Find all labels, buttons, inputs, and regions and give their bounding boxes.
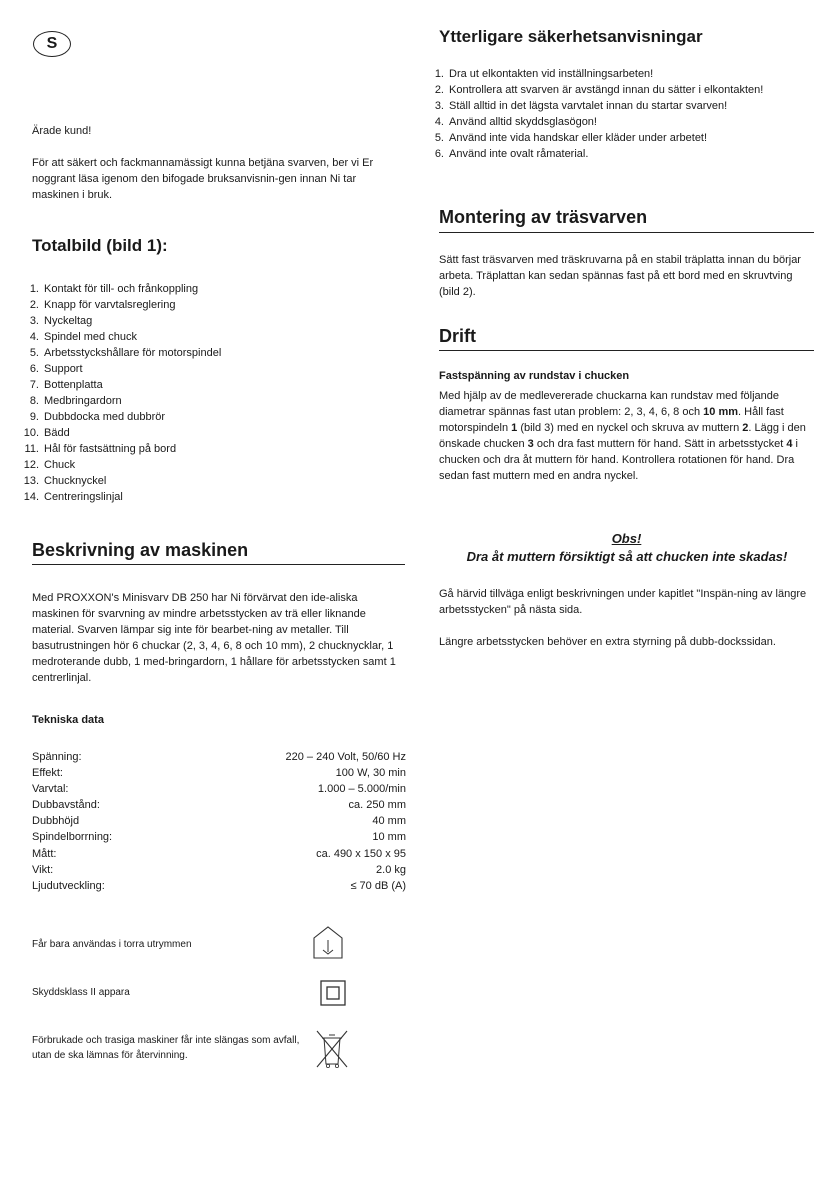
table-row: Vikt: 2.0 kg <box>32 863 406 876</box>
greeting: Ärade kund! <box>32 125 92 137</box>
tech-title: Tekniska data <box>32 714 104 726</box>
operation-header <box>439 326 814 351</box>
procedure-paragraph: Gå härvid tillväga enligt beskrivningen under kapitlet "Inspän-ning av längre arbetsstycken" på nästa sida. <box>439 588 807 616</box>
list-item: 6. Support <box>29 363 83 375</box>
obs-warning: Dra åt muttern försiktigt så att chucken inte skadas! <box>466 549 788 564</box>
list-item: 12. Chuck <box>23 459 76 471</box>
description-header <box>32 540 405 565</box>
clamping-paragraph: Med hjälp av de medlevererade chuckarna kan rundstav med följande diametrar spännas fast utan problem: 2, 3, 4, 6, 8 och 10 mm. Håll fast motorspindeln 1 (bild 3) med en nyckel och skruva av muttern 2. Lägg i den önskade chucken 3 och dra fast muttern för hand. Sätt in arbetsstycket 4 i chucken och dra åt muttern för hand. Kontrollera rotationen för hand. Dra sedan fast muttern med en andra nyckel. <box>439 390 806 482</box>
mounting-header <box>439 207 814 233</box>
table-row: Varvtal: 1.000 – 5.000/min <box>32 783 406 796</box>
list-item: 2. Knapp för varvtalsreglering <box>29 299 176 311</box>
list-item: 13. Chucknyckel <box>23 475 107 487</box>
dry-rooms-note: Får bara användas i torra utrymmen <box>32 939 192 950</box>
indoor-house-icon <box>308 924 348 960</box>
list-item: 8. Medbringardorn <box>29 395 122 407</box>
list-item: 5. Arbetsstyckshållare för motorspindel <box>29 347 222 359</box>
mounting-title: Montering av träsvarven <box>439 207 648 227</box>
language-code: S <box>46 35 58 52</box>
table-row: Dubbhöjd 40 mm <box>32 815 406 828</box>
longer-workpieces-paragraph: Längre arbetsstycken behöver en extra styrning på dubb-dockssidan. <box>439 636 776 648</box>
list-item: 2. Kontrollera att svarven är avstängd innan du sätter i elkontakten! <box>434 84 764 96</box>
overview-list <box>19 281 319 505</box>
table-row: Effekt: 100 W, 30 min <box>32 767 406 780</box>
obs-label: Obs! <box>611 531 642 546</box>
mounting-paragraph: Sätt fast träsvarven med träskruvarna på en stabil träplatta innan du börjar arbeta. Träplattan kan sedan spännas fast på ett bord med en skruvtving (bild 2). <box>439 254 801 298</box>
table-row: Spindelborrning: 10 mm <box>32 831 406 844</box>
table-row: Ljudutveckling: ≤ 70 dB (A) <box>32 879 406 892</box>
clamping-title: Fastspänning av rundstav i chucken <box>439 370 630 382</box>
list-item: 9. Dubbdocka med dubbrör <box>29 411 166 423</box>
list-item: 7. Bottenplatta <box>29 379 103 391</box>
list-item: 3. Ställ alltid in det lägsta varvtalet innan du startar svarven! <box>434 100 728 112</box>
list-item: 4. Spindel med chuck <box>29 331 137 343</box>
operation-title: Drift <box>439 326 476 346</box>
list-item: 5. Använd inte vida handskar eller kläder under arbetet! <box>434 132 708 144</box>
list-item: 6. Använd inte ovalt råmaterial. <box>434 148 589 160</box>
list-item: 10. Bädd <box>23 427 70 439</box>
table-row: Spänning: 220 – 240 Volt, 50/60 Hz <box>32 751 406 763</box>
safety-list <box>424 66 814 162</box>
description-paragraph: Med PROXXON's Minisvarv DB 250 har Ni förvärvat den ide-aliska maskinen för svarvning av mindre arbetsstycken av trä eller liknande material. Svarven lämpar sig inte för bearbet-ning av metaller. Till basutrustningen hör 6 chuckar (2, 3, 4, 6, 8 och 10 mm), 2 chucknycklar, 1 medroterande dubb, 1 med-bringardorn, 1 hållare för arbetsstycken samt 1 centrerlinjal. <box>32 592 396 684</box>
protection-class-note: Skyddsklass II appara <box>32 987 130 998</box>
language-badge <box>33 31 71 57</box>
list-item: 3. Nyckeltag <box>29 315 93 327</box>
crossed-bin-icon <box>314 1028 350 1070</box>
tech-table <box>32 749 406 894</box>
safety-title: Ytterligare säkerhetsanvisningar <box>439 27 703 46</box>
protection-class-2-icon <box>320 980 346 1006</box>
intro-paragraph: För att säkert och fackmannamässigt kunna betjäna svarven, ber vi Er noggrant läsa igenom den bifogade bruksanvisnin-gen innan Ni tar maskinen i bruk. <box>32 157 374 201</box>
list-item: 1. Kontakt för till- och frånkoppling <box>29 283 199 295</box>
recycling-note: Förbrukade och trasiga maskiner får inte slängas som avfall, utan de ska lämnas för återvinning. <box>32 1035 300 1061</box>
overview-title: Totalbild (bild 1): <box>32 236 168 255</box>
table-row: Mått: ca. 490 x 150 x 95 <box>32 847 406 860</box>
table-row: Dubbavstånd: ca. 250 mm <box>32 799 406 812</box>
list-item: 4. Använd alltid skyddsglasögon! <box>434 116 597 128</box>
list-item: 1. Dra ut elkontakten vid inställningsarbeten! <box>434 68 654 80</box>
list-item: 14. Centreringslinjal <box>23 491 123 503</box>
description-title: Beskrivning av maskinen <box>32 540 249 560</box>
list-item: 11. Hål för fastsättning på bord <box>24 443 177 455</box>
